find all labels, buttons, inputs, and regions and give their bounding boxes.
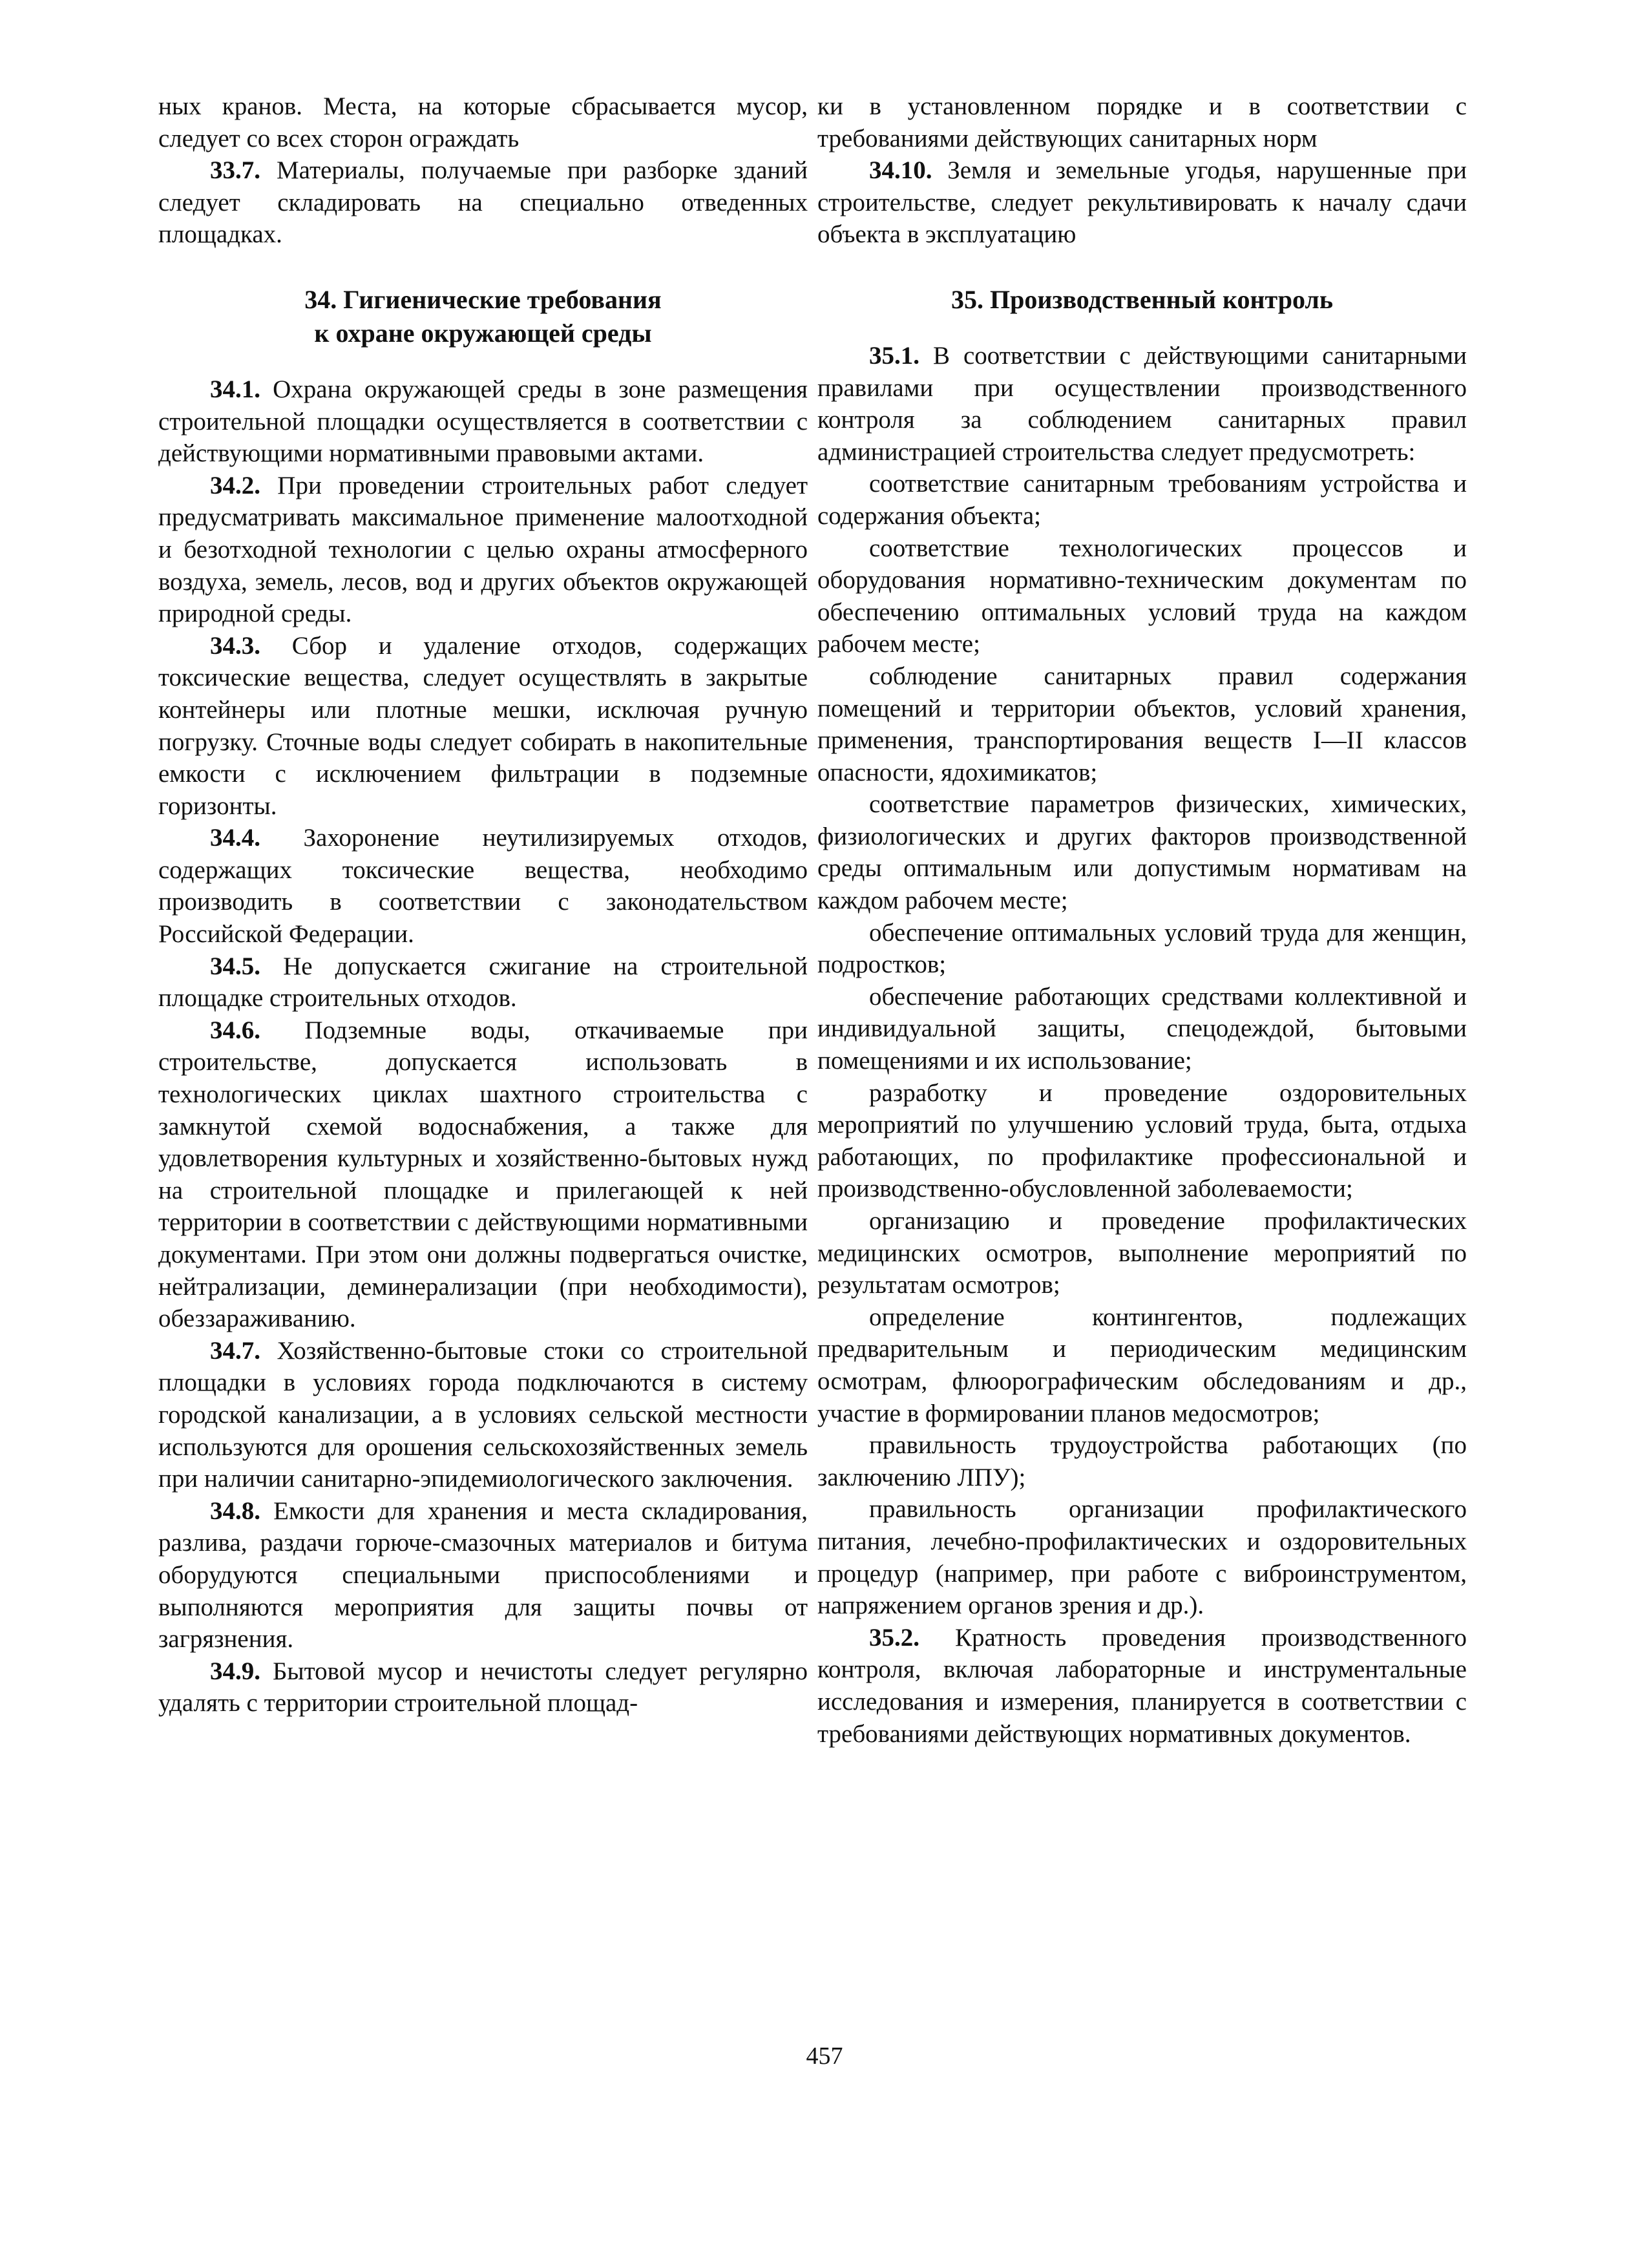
paragraph-35-1 (817, 340, 1467, 468)
paragraph-text: При проведении строительных работ следует предусматривать максимальное применение малоотходной и безотходной технологии с целью охраны атмосферного воздуха, земель, лесов, вод и других объектов окружающей природной среды. (158, 471, 808, 628)
paragraph-33-7 (158, 154, 808, 251)
paragraph-number: 34.1. (210, 375, 260, 403)
list-item: организацию и проведение профилактических медицинских осмотров, выполнение мероприятий по результатам осмотров; (817, 1207, 1467, 1299)
page-number: 457 (806, 2042, 843, 2070)
heading-line-2: к охране окружающей среды (314, 318, 652, 348)
list-item: обеспечение работающих средствами коллективной и индивидуальной защиты, спецодеждой, бытовыми помещениями и их использование; (817, 982, 1467, 1075)
paragraph-text: Кратность проведения производственного контроля, включая лабораторные и инструментальные исследования и измерения, планируется в соответствии с требованиями действующих нормативных документов. (817, 1623, 1467, 1748)
list-item: разработку и проведение оздоровительных мероприятий по улучшению условий труда, быта, отдыха работающих, по профилактике профессиональной и производственно-обусловленной заболеваемости; (817, 1078, 1467, 1203)
paragraph-number: 34.10. (869, 156, 932, 185)
paragraph-34-5 (158, 950, 808, 1014)
section-heading-34 (158, 283, 808, 350)
paragraph-text: Земля и земельные угодья, нарушенные при строительстве, следует рекультивировать к началу сдачи объекта в эксплуатацию (817, 156, 1467, 249)
list-item: обеспечение оптимальных условий труда для женщин, подростков; (817, 918, 1467, 979)
paragraph-text: Материалы, получаемые при разборке зданий следует складировать на специально отведенных площадках. (158, 156, 808, 249)
paragraph-number: 34.5. (210, 952, 260, 980)
paragraph-number: 34.6. (210, 1016, 260, 1044)
left-column (158, 90, 808, 1719)
paragraph-number: 34.8. (210, 1496, 260, 1525)
paragraph-number: 34.9. (210, 1657, 260, 1685)
paragraph-number: 34.4. (210, 824, 260, 852)
paragraph-text: Подземные воды, откачиваемые при строительстве, допускается использовать в технологических циклах шахтного строительства с замкнутой схемой водоснабжения, а также для удовлетворения культурных и хозяйственно-бытовых нужд на строительной площадке и прилегающей к ней территории в соответствии с действующими нормативными документами. При этом они должны подвергаться очистке, нейтрализации, деминерализации (при необходимости), обеззараживанию. (158, 1016, 808, 1333)
paragraph-text: Не допускается сжигание на строительной площадке строительных отходов. (158, 952, 808, 1013)
list-item: соответствие параметров физических, химических, физиологических и других факторов производственной среды оптимальным или допустимым нормативам на каждом рабочем месте; (817, 790, 1467, 915)
paragraph-number: 34.2. (210, 471, 260, 499)
paragraph-text: Захоронение неутилизируемых отходов, содержащих токсические вещества, необходимо производить в соответствии с законодательством Российской Федерации. (158, 824, 808, 949)
paragraph-34-6 (158, 1014, 808, 1335)
list-item: правильность трудоустройства работающих (по заключению ЛПУ); (817, 1431, 1467, 1491)
paragraph-34-10 (817, 154, 1467, 251)
paragraph-number: 34.3. (210, 631, 260, 660)
paragraph-34-9 (158, 1655, 808, 1719)
paragraph-text: Охрана окружающей среды в зоне размещения строительной площадки осуществляется в соответствии с действующими нормативными правовыми актами. (158, 375, 808, 468)
heading-line-1: 34. Гигиенические требования (304, 284, 662, 314)
paragraph-text: В соответствии с действующими санитарными правилами при осуществлении производственного контроля за соблюдением санитарных правил администрацией строительства следует предусмотреть: (817, 341, 1467, 466)
list-item: соблюдение санитарных правил содержания помещений и территории объектов, условий хранения, применения, транспортирования веществ I—II классов опасности, ядохимикатов; (817, 662, 1467, 786)
paragraph-number: 33.7. (210, 156, 260, 185)
heading-line-1: 35. Производственный контроль (951, 284, 1334, 314)
paragraph-33-6-continuation: ных кранов. Места, на которые сбрасывается мусор, следует со всех сторон ограждать (158, 92, 808, 152)
list-item: соответствие санитарным требованиям устройства и содержания объекта; (817, 470, 1467, 530)
paragraph-35-2 (817, 1622, 1467, 1750)
list-item: определение контингентов, подлежащих предварительным и периодическим медицинским осмотрам, флюорографическим обследованиям и др., участие в формировании планов медосмотров; (817, 1303, 1467, 1427)
paragraph-text: Емкости для хранения и места складирования, разлива, раздачи горюче-смазочных материалов и битума оборудуются специальными приспособлениями и выполняются мероприятия для защиты почвы от загрязнения. (158, 1496, 808, 1654)
paragraph-text: Сбор и удаление отходов, содержащих токсические вещества, следует осуществлять в закрытые контейнеры или плотные мешки, исключая ручную погрузку. Сточные воды следует собирать в накопительные емкости с исключением фильтрации в подземные горизонты. (158, 631, 808, 820)
paragraph-34-7 (158, 1335, 808, 1495)
paragraph-34-3 (158, 630, 808, 823)
paragraph-number: 35.2. (869, 1623, 919, 1652)
list-item: соответствие технологических процессов и оборудования нормативно-техническим документам по обеспечению оптимальных условий труда на каждом рабочем месте; (817, 534, 1467, 658)
paragraph-34-1 (158, 373, 808, 470)
paragraph-text: Бытовой мусор и нечистоты следует регулярно удалять с территории строительной площад- (158, 1657, 808, 1717)
paragraph-34-2 (158, 470, 808, 630)
paragraph-34-9-continuation: ки в установленном порядке и в соответствии с требованиями действующих санитарных норм (817, 92, 1467, 152)
right-column (817, 90, 1467, 1750)
paragraph-number: 34.7. (210, 1336, 260, 1365)
paragraph-34-4 (158, 822, 808, 950)
paragraph-34-8 (158, 1495, 808, 1655)
list-item: правильность организации профилактического питания, лечебно-профилактических и оздоровительных процедур (например, при работе с виброинструментом, напряжением органов зрения и др.). (817, 1495, 1467, 1620)
paragraph-number: 35.1. (869, 341, 919, 370)
paragraph-text: Хозяйственно-бытовые стоки со строительной площадки в условиях города подключаются в систему городской канализации, а в условиях сельской местности используются для орошения сельскохозяйственных земель при наличии санитарно-эпидемиологического заключения. (158, 1336, 808, 1493)
section-heading-35 (817, 283, 1467, 317)
